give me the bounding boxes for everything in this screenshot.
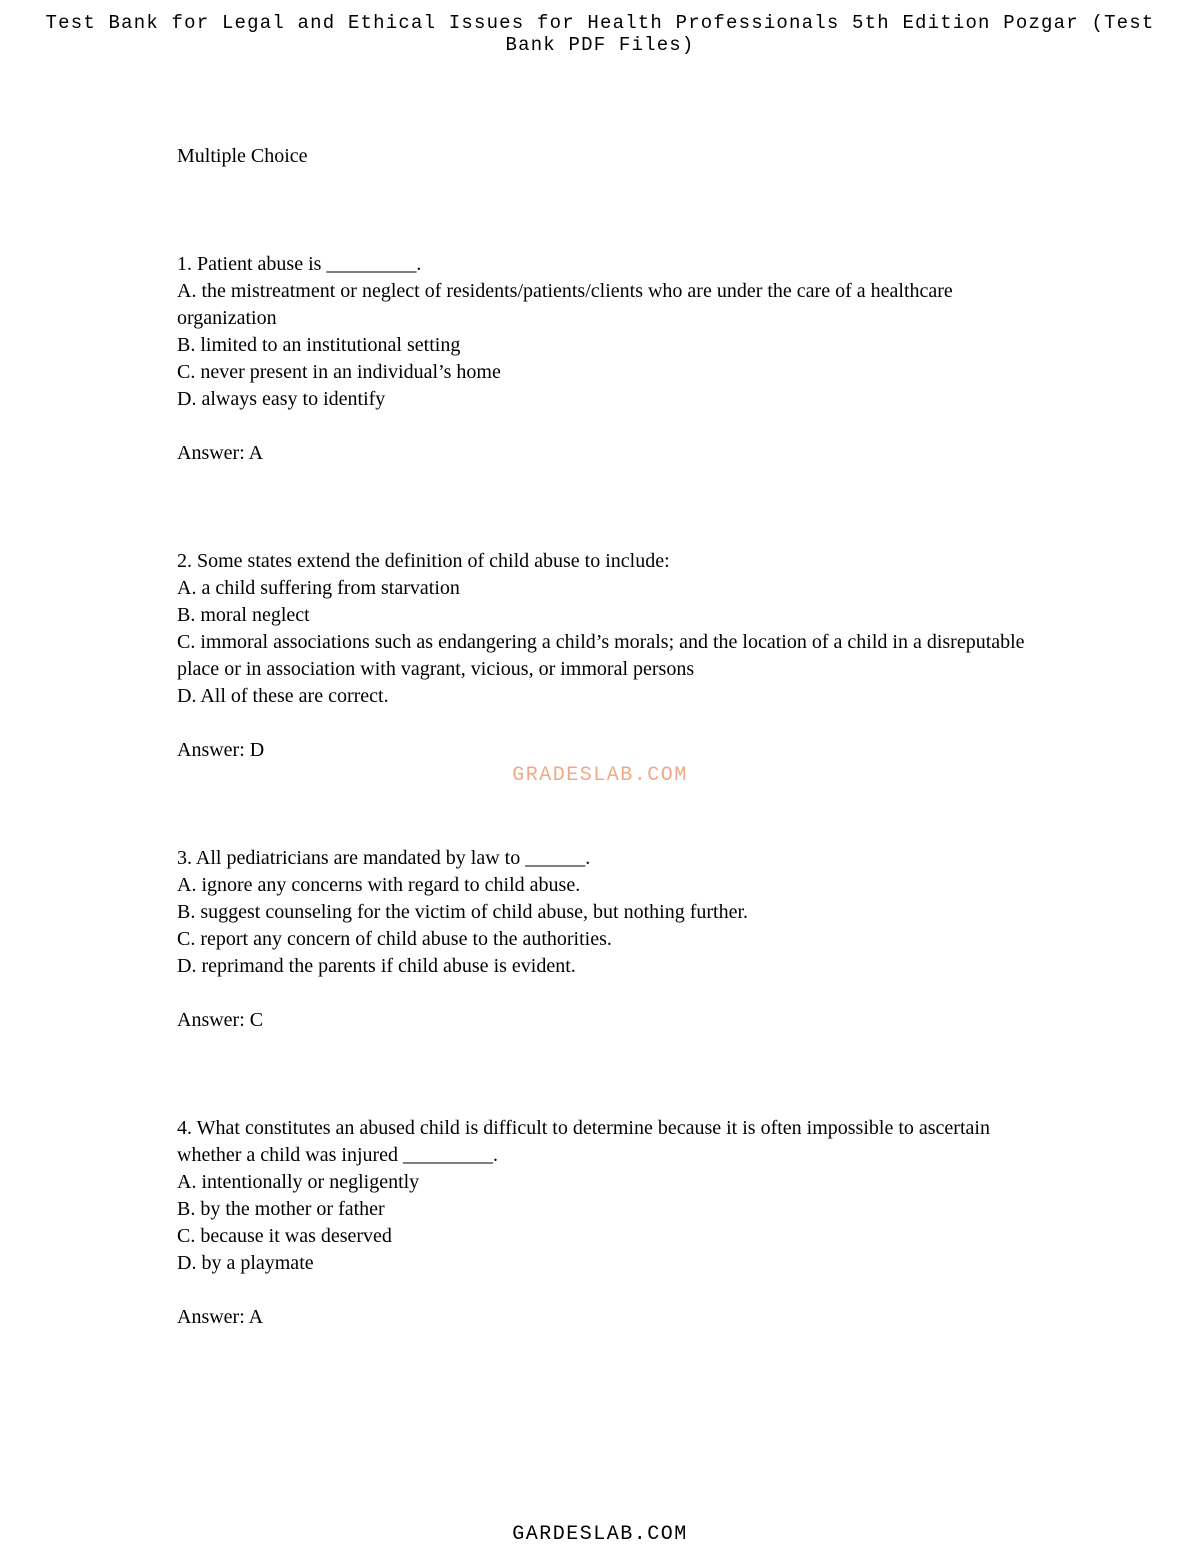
answer: Answer: C: [177, 1009, 264, 1031]
document-header: Test Bank for Legal and Ethical Issues for Health Professionals 5th Edition Pozgar (Test Bank PDF Files): [45, 12, 1155, 56]
question-text: 1. Patient abuse is _________.: [177, 253, 422, 275]
section-title: Multiple Choice: [177, 145, 308, 167]
option-b: B. suggest counseling for the victim of child abuse, but nothing further.: [177, 901, 749, 923]
question-2: [177, 548, 1037, 764]
watermark-text: GRADESLAB.COM: [512, 764, 688, 787]
option-c: C. never present in an individual’s home: [177, 361, 501, 383]
option-c: C. immoral associations such as endangering a child’s morals; and the location of a child in a disreputable place or in association with vagrant, vicious, or immoral persons: [177, 631, 1025, 680]
option-a: A. intentionally or negligently: [177, 1171, 420, 1193]
option-d: D. reprimand the parents if child abuse is evident.: [177, 955, 576, 977]
option-b: B. moral neglect: [177, 604, 310, 626]
question-text: 4. What constitutes an abused child is difficult to determine because it is often impossible to ascertain whether a child was injured _________.: [177, 1117, 990, 1166]
answer: Answer: A: [177, 1306, 264, 1328]
option-b: B. by the mother or father: [177, 1198, 385, 1220]
option-c: C. because it was deserved: [177, 1225, 392, 1247]
option-c: C. report any concern of child abuse to the authorities.: [177, 928, 612, 950]
option-d: D. by a playmate: [177, 1252, 314, 1274]
answer: Answer: D: [177, 739, 265, 761]
question-1: [177, 251, 1037, 467]
question-3: [177, 845, 1037, 1034]
option-a: A. ignore any concerns with regard to child abuse.: [177, 874, 581, 896]
option-b: B. limited to an institutional setting: [177, 334, 461, 356]
document-body: [177, 143, 1037, 1331]
option-d: D. always easy to identify: [177, 388, 386, 410]
question-text: 2. Some states extend the definition of child abuse to include:: [177, 550, 670, 572]
option-a: A. the mistreatment or neglect of residents/patients/clients who are under the care of a healthcare organization: [177, 280, 953, 329]
question-4: [177, 1115, 1037, 1331]
question-text: 3. All pediatricians are mandated by law to ______.: [177, 847, 591, 869]
answer: Answer: A: [177, 442, 264, 464]
page-footer: GARDESLAB.COM: [512, 1523, 688, 1546]
option-a: A. a child suffering from starvation: [177, 577, 460, 599]
option-d: D. All of these are correct.: [177, 685, 389, 707]
